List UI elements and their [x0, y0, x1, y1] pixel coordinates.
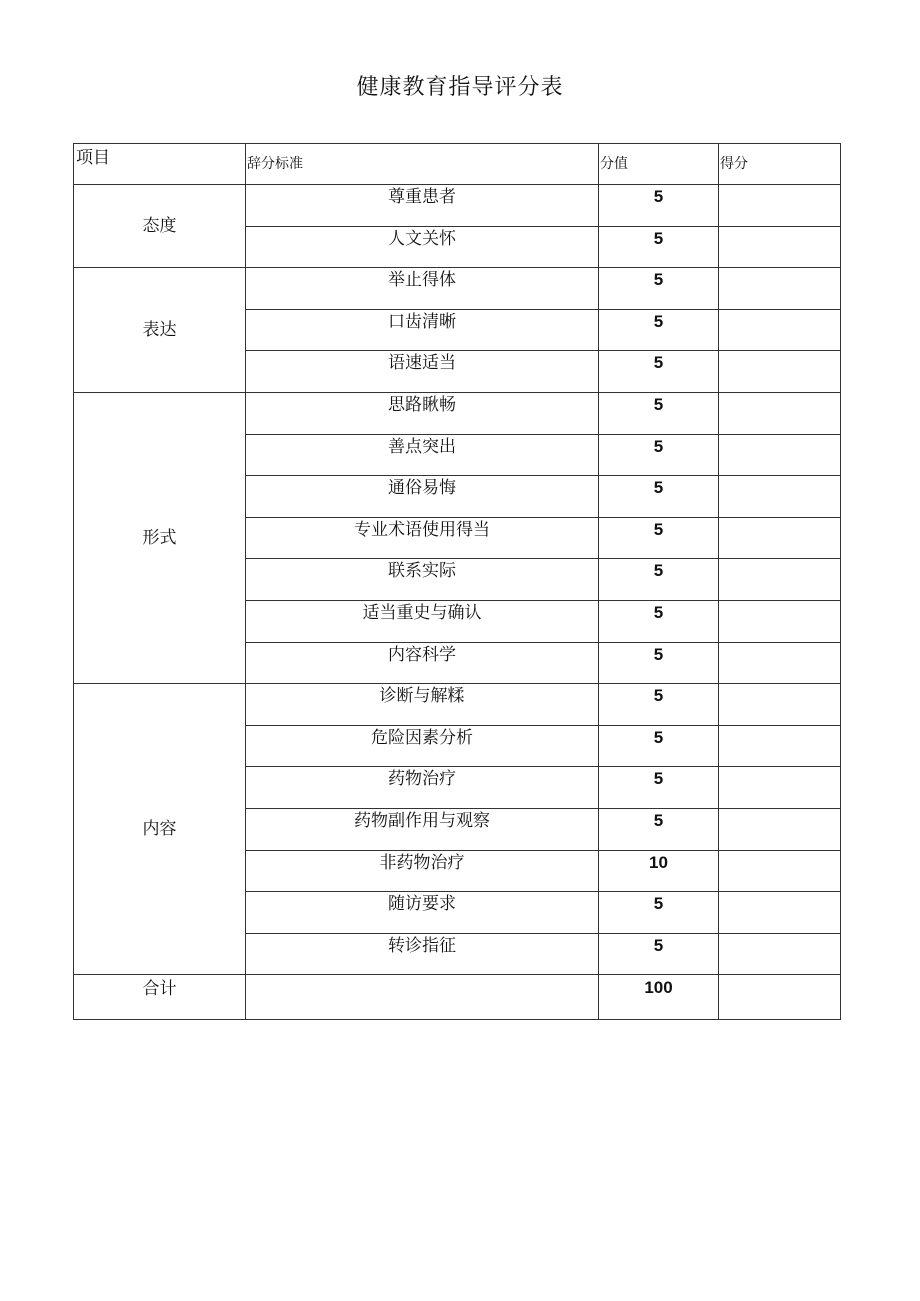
- score-cell[interactable]: [719, 684, 841, 726]
- criterion-cell: 举止得体: [246, 268, 599, 310]
- score-cell[interactable]: [719, 517, 841, 559]
- header-row: [74, 144, 841, 185]
- points-cell: 5: [599, 642, 719, 684]
- score-cell[interactable]: [719, 268, 841, 310]
- table-row: [74, 392, 841, 434]
- points-cell: 5: [599, 351, 719, 393]
- criterion-cell: 内容科学: [246, 642, 599, 684]
- score-cell[interactable]: [719, 767, 841, 809]
- points-cell: 5: [599, 309, 719, 351]
- score-cell[interactable]: [719, 559, 841, 601]
- criterion-cell: 危险因素分析: [246, 725, 599, 767]
- category-cell: 态度: [74, 185, 246, 268]
- points-cell: 5: [599, 600, 719, 642]
- criterion-cell: 人文关怀: [246, 226, 599, 268]
- table-row: [74, 268, 841, 310]
- criterion-cell: 药物副作用与观察: [246, 808, 599, 850]
- criterion-cell: 非药物治疗: [246, 850, 599, 892]
- criterion-cell: 语速适当: [246, 351, 599, 393]
- score-cell[interactable]: [719, 600, 841, 642]
- page-title: 健康教育指导评分表: [356, 75, 564, 100]
- criterion-cell: 善点突出: [246, 434, 599, 476]
- score-cell[interactable]: [719, 476, 841, 518]
- score-cell[interactable]: [719, 642, 841, 684]
- header-standard: 辞分标准: [246, 144, 599, 185]
- score-cell[interactable]: [719, 434, 841, 476]
- criterion-cell: 随访要求: [246, 892, 599, 934]
- points-cell: 5: [599, 808, 719, 850]
- score-cell[interactable]: [719, 808, 841, 850]
- total-standard-cell: [246, 975, 599, 1020]
- score-cell[interactable]: [719, 850, 841, 892]
- header-score: 得分: [719, 144, 841, 185]
- points-cell: 5: [599, 392, 719, 434]
- category-cell: 内容: [74, 684, 246, 975]
- header-item: 项目: [74, 144, 246, 185]
- criterion-cell: 转诊指征: [246, 933, 599, 975]
- points-cell: 5: [599, 268, 719, 310]
- score-cell[interactable]: [719, 226, 841, 268]
- total-row: [74, 975, 841, 1020]
- criterion-cell: 诊断与解糅: [246, 684, 599, 726]
- points-cell: 5: [599, 226, 719, 268]
- score-cell[interactable]: [719, 933, 841, 975]
- total-label: 合计: [74, 975, 246, 1020]
- points-cell: 5: [599, 767, 719, 809]
- total-score-cell[interactable]: [719, 975, 841, 1020]
- score-cell[interactable]: [719, 309, 841, 351]
- score-cell[interactable]: [719, 185, 841, 227]
- points-cell: 5: [599, 476, 719, 518]
- criterion-cell: 联系实际: [246, 559, 599, 601]
- points-cell: 5: [599, 684, 719, 726]
- criterion-cell: 适当重史与确认: [246, 600, 599, 642]
- table-row: [74, 185, 841, 227]
- criterion-cell: 专业术语使用得当: [246, 517, 599, 559]
- criterion-cell: 思路瞅畅: [246, 392, 599, 434]
- criterion-cell: 口齿清晰: [246, 309, 599, 351]
- points-cell: 10: [599, 850, 719, 892]
- score-cell[interactable]: [719, 892, 841, 934]
- criterion-cell: 药物治疗: [246, 767, 599, 809]
- points-cell: 5: [599, 725, 719, 767]
- category-cell: 表达: [74, 268, 246, 393]
- points-cell: 5: [599, 933, 719, 975]
- points-cell: 5: [599, 185, 719, 227]
- criterion-cell: 尊重患者: [246, 185, 599, 227]
- header-value: 分值: [599, 144, 719, 185]
- score-cell[interactable]: [719, 351, 841, 393]
- total-points: 100: [599, 975, 719, 1020]
- criterion-cell: 通俗易悔: [246, 476, 599, 518]
- category-cell: 形式: [74, 392, 246, 683]
- table-row: [74, 684, 841, 726]
- points-cell: 5: [599, 434, 719, 476]
- score-cell[interactable]: [719, 725, 841, 767]
- scoring-table: [73, 143, 841, 1020]
- points-cell: 5: [599, 559, 719, 601]
- points-cell: 5: [599, 517, 719, 559]
- points-cell: 5: [599, 892, 719, 934]
- score-cell[interactable]: [719, 392, 841, 434]
